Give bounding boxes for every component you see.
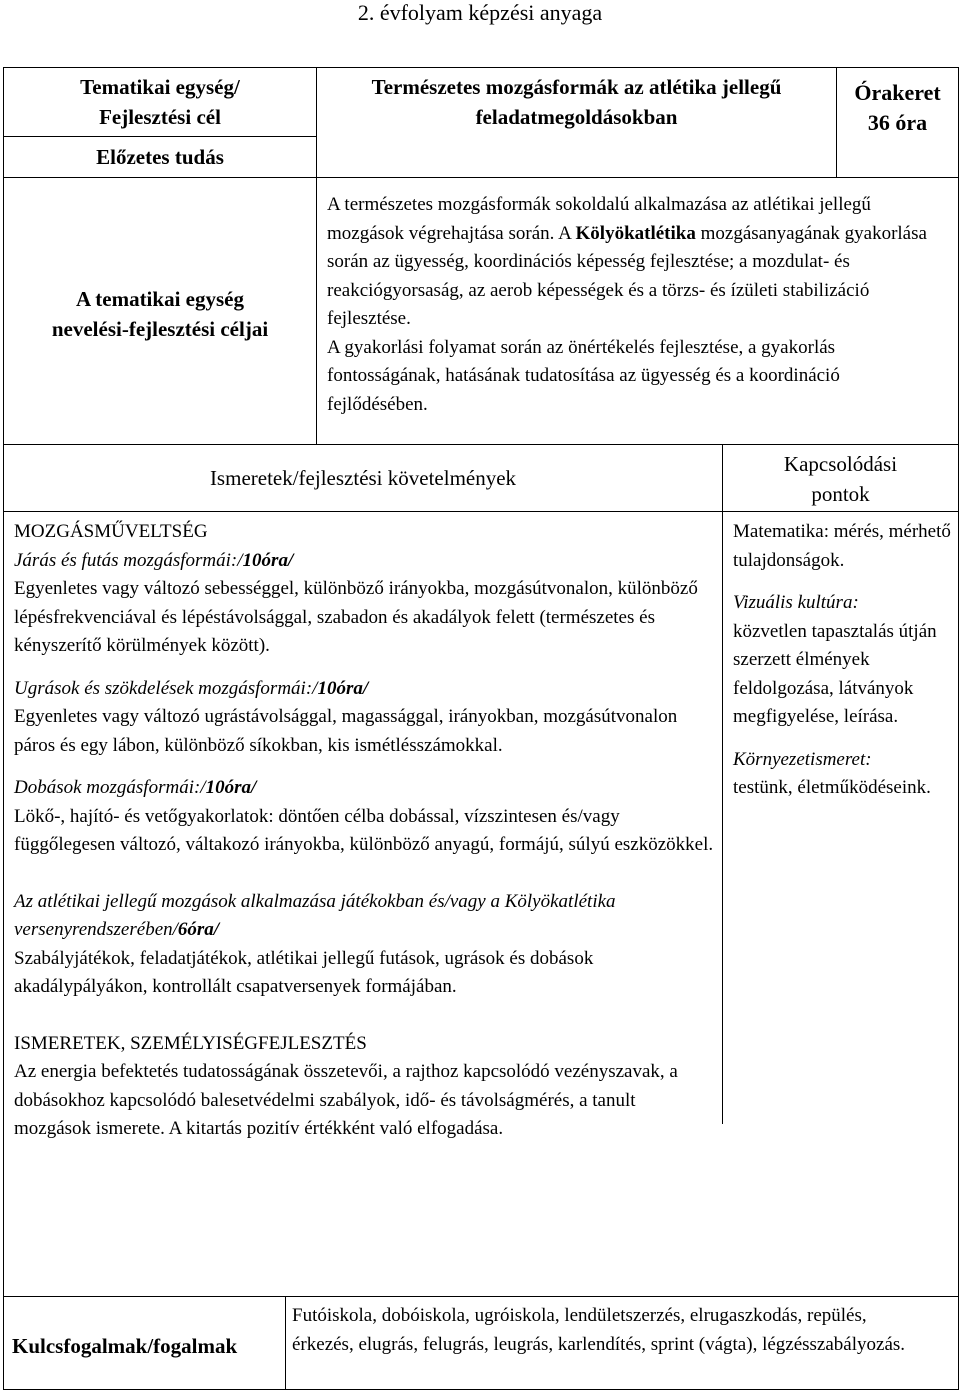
connections-content: Matematika: mérés, mérhető tulajdonságok. Vizuális kultúra: közvetlen tapasztalás útján szerzett élmények feldolgozása, látványok megfigyelése, leírása. Környezetismeret: testünk, életműködéseink. <box>733 518 953 803</box>
table-border-left <box>3 67 4 1390</box>
goals-label: A tematikai egység nevelési-fejlesztési céljai <box>51 287 269 341</box>
col-divider-connections <box>722 444 723 1124</box>
row-divider-keyconcepts <box>3 1296 959 1297</box>
jump-title: Ugrások és szökdelések mozgásformái:/ <box>14 677 318 699</box>
row-divider-req-header <box>3 511 959 512</box>
header-topic-title: Természetes mozgásformák az atlétika jellegű feladatmegoldásokban <box>371 75 782 129</box>
table-border-top <box>3 67 959 68</box>
throw-title: Dobások mozgásformái:/ <box>14 777 206 798</box>
env-text: testünk, életműködéseink. <box>733 777 931 798</box>
requirements-header: Ismeretek/fejlesztési követelmények <box>209 466 517 490</box>
table-border-right <box>958 67 959 1390</box>
key-concepts-label: Kulcsfogalmak/fogalmak <box>12 1334 238 1358</box>
connections-header: Kapcsolódási pontok <box>783 452 898 506</box>
game-text: Szabályjátékok, feladatjátékok, atlétikai jellegű futások, ugrások és dobások akadálypályákon, kontrollált csapatversenyek formájában. <box>14 947 594 997</box>
table-border-bottom <box>3 1389 959 1390</box>
requirements-content: MOZGÁSMŰVELTSÉG Járás és futás mozgásformái:/10óra/ Egyenletes vagy változó sebességgel, különböző irányokba, mozgásútvonalon, különböző lépésfrekvenciával és lépéstávolsággal, szabadon és akadályok felett (természetes és kényszerítő körülmények között). Ugrások és szökdelések mozgásformái:/10óra/ Egyenletes vagy változó ugrástávolsággal, magassággal, irányokban, mozgásútvonalon páros és egy lábon, különböző síkokban, kis ismétlésszámokkal. Dobások mozgásformái:/10óra/ Lökő-, hajító- és vetőgyakorlatok: döntően célba dobással, vízszintesen és/vagy függőlegesen változó, váltakozó irányokba, különböző anyagú, formájú, súlyú eszközökkel. Az atlétikai jellegű mozgások alkalmazása játékokban és/vagy a Kölyökatlétika versenyrendszerében/6óra/ Szabályjátékok, feladatjátékok, atlétikai jellegű futások, ugrások és dobások akadálypályákon, kontrollált csapatversenyek formájában. ISMERETEK, SZEMÉLYISÉGFEJLESZTÉS Az energia befektetés tudatosságának összetevői, a rajthoz kapcsolódó vezényszavak, a dobásokhoz kapcsolódó balesetvédelmi szabályok, idő- és távolságmérés, a tanult mozgások ismerete. A kitartás pozitív értékként való elfogadása. <box>14 518 714 1144</box>
visual-label: Vizuális kultúra: <box>733 592 859 613</box>
visual-text: közvetlen tapasztalás útján szerzett élmények feldolgozása, látványok megfigyelése, leírása. <box>733 620 937 727</box>
row-divider-2 <box>3 177 959 178</box>
key-concepts-text: Futóiskola, dobóiskola, ugróiskola, lendületszerzés, elrugaszkodás, repülés, érkezés, elugrás, felugrás, leugrás, karlendítés, sprint (vágta), légzésszabályozás. <box>292 1305 906 1355</box>
row-divider-3 <box>3 444 959 445</box>
goals-text: A természetes mozgásformák sokoldalú alkalmazása az atlétikai jellegű mozgások végrehajtása során. A Kölyökatlétika mozgásanyagának gyakorlása során az ügyesség, koordinációs képesség fejlesztése; a mozdulat- és reakciógyorsaság, az aerob képességek és a törzs- és ízületi stabilizáció fejlesztése. A gyakorlási folyamat során az önértékelés fejlesztése, a gyakorlás fontosságának, hatásának tudatosítása az ügyesség és a koordináció fejlődésében. <box>327 194 927 415</box>
walk-title: Járás és futás mozgásformái:/ <box>14 549 243 571</box>
throw-text: Lökő-, hajító- és vetőgyakorlatok: döntően célba dobással, vízszintesen és/vagy függőlegesen változó, váltakozó irányokba, különböző anyagú, formájú, súlyú eszközökkel. <box>14 805 714 855</box>
math-label: Matematika <box>733 521 824 542</box>
env-label: Környezetismeret: <box>733 748 872 770</box>
section-knowledge-text: Az energia befektetés tudatosságának összetevői, a rajthoz kapcsolódó vezényszavak, a dobásokhoz kapcsolódó balesetvédelmi szabályok, idő- és távolságmérés, a tanult mozgások ismerete. A kitartás pozitív értékként való elfogadása. <box>14 1061 678 1139</box>
row-divider-1 <box>3 136 316 137</box>
jump-text: Egyenletes vagy változó ugrástávolsággal, magassággal, irányokban, mozgásútvonalon páros és egy lábon, különböző síkokban, kis ismétlésszámokkal. <box>14 706 678 756</box>
page-title: 2. évfolyam képzési anyaga <box>357 0 603 25</box>
game-title: Az atlétikai jellegű mozgások alkalmazása játékokban és/vagy a Kölyökatlétika versenyrendszerében/ <box>14 890 616 940</box>
header-topic-unit-label: Tematikai egység/ Fejlesztési cél <box>80 75 240 129</box>
prior-knowledge-label: Előzetes tudás <box>96 145 224 169</box>
header-hours: Órakeret 36 óra <box>854 80 941 135</box>
section-movement-title: MOZGÁSMŰVELTSÉG <box>14 521 208 542</box>
col-divider-keyconcepts <box>285 1296 286 1390</box>
section-knowledge-title: ISMERETEK, SZEMÉLYISÉGFEJLESZTÉS <box>14 1032 367 1054</box>
walk-text: Egyenletes vagy változó sebességgel, különböző irányokba, mozgásútvonalon, különböző lépésfrekvenciával és lépéstávolsággal, szabadon és akadályok felett (természetes és kényszerítő körülmények között). <box>14 578 698 656</box>
